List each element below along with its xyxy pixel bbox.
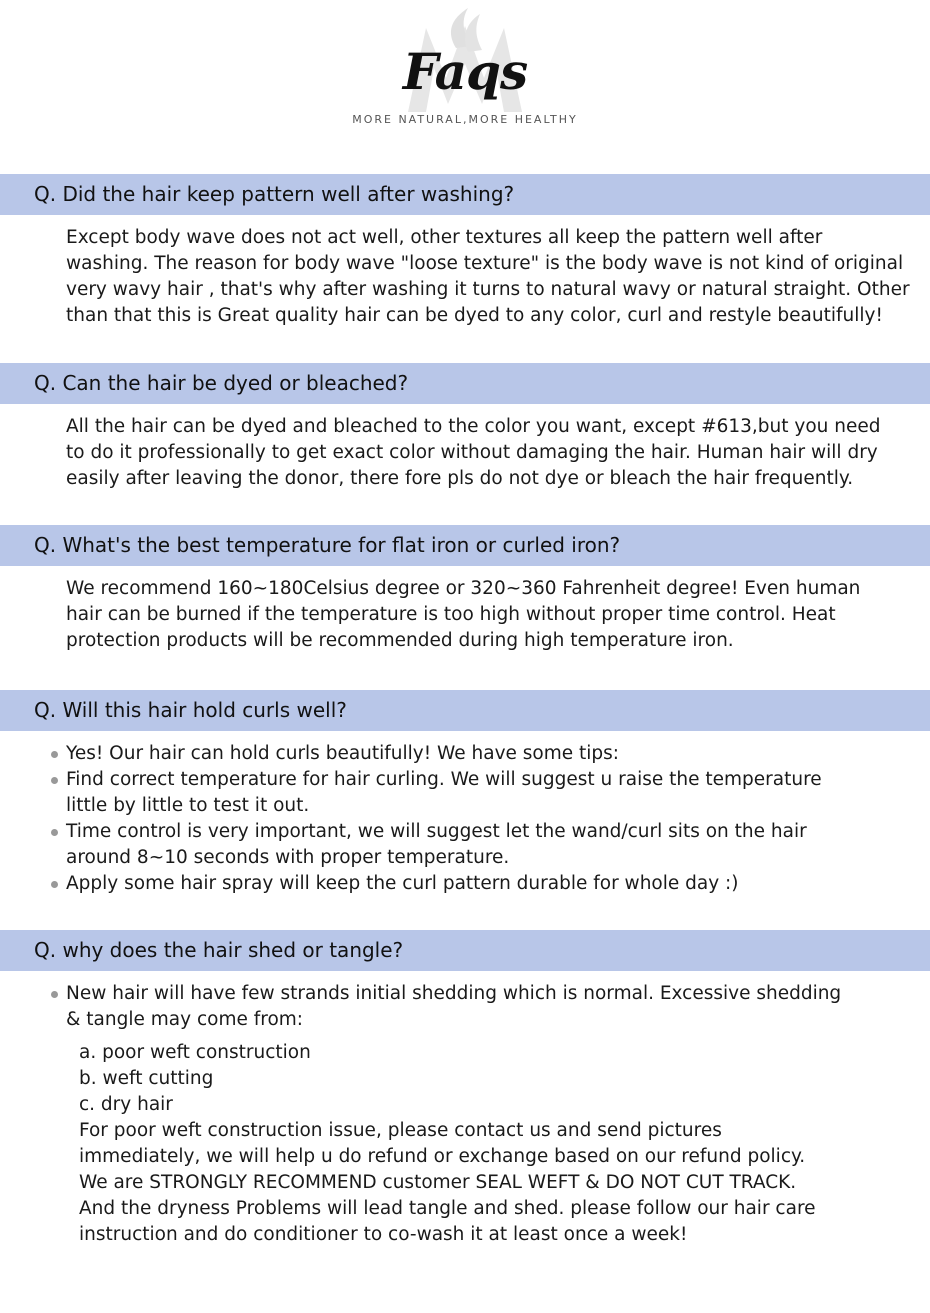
answer-line: All the hair can be dyed and bleached to the color you want, except #613,but you need — [66, 416, 881, 437]
bullet-line: little by little to test it out. — [66, 795, 310, 816]
detail-line: a. poor weft construction — [79, 1042, 311, 1063]
answer-line: protection products will be recommended during high temperature iron. — [66, 630, 734, 651]
bullet-line: Apply some hair spray will keep the curl pattern durable for whole day :) — [66, 873, 739, 894]
bullet-item — [66, 871, 906, 897]
answer-line: very wavy hair , that's why after washing it turns to natural wavy or natural straight. Other — [66, 279, 910, 300]
bullet-line: New hair will have few strands initial shedding which is normal. Excessive shedding — [66, 983, 842, 1004]
bullet-dot-icon — [51, 991, 58, 998]
faq-question-4: Q. Will this hair hold curls well? — [0, 690, 930, 731]
bullet-dot-icon — [51, 751, 58, 758]
faq-question-1: Q. Did the hair keep pattern well after washing? — [0, 174, 930, 215]
bullet-item — [66, 981, 906, 1033]
faq-answer-1 — [66, 225, 910, 329]
brand-tagline: MORE NATURAL,MORE HEALTHY — [352, 113, 578, 126]
page-title: Faqs — [402, 42, 528, 101]
faq-question-3: Q. What's the best temperature for flat iron or curled iron? — [0, 525, 930, 566]
answer-line: to do it professionally to get exact color without damaging the hair. Human hair will dry — [66, 442, 878, 463]
bullet-dot-icon — [51, 881, 58, 888]
faq-question-5: Q. why does the hair shed or tangle? — [0, 930, 930, 971]
header — [0, 0, 930, 140]
bullet-line: Yes! Our hair can hold curls beautifully! We have some tips: — [66, 743, 620, 764]
faq-answer-5-details — [79, 1040, 899, 1248]
detail-line: And the dryness Problems will lead tangle and shed. please follow our hair care — [79, 1198, 816, 1219]
bullet-line: & tangle may come from: — [66, 1009, 304, 1030]
detail-line: immediately, we will help u do refund or exchange based on our refund policy. — [79, 1146, 806, 1167]
detail-line: instruction and do conditioner to co-wash it at least once a week! — [79, 1224, 688, 1245]
bullet-item — [66, 767, 906, 819]
detail-line: We are STRONGLY RECOMMEND customer SEAL WEFT & DO NOT CUT TRACK. — [79, 1172, 797, 1193]
faq-answer-3 — [66, 576, 906, 654]
bullet-line: Time control is very important, we will suggest let the wand/curl sits on the hair — [66, 821, 807, 842]
answer-line: than that this is Great quality hair can be dyed to any color, curl and restyle beautifully! — [66, 305, 883, 326]
answer-line: washing. The reason for body wave "loose texture" is the body wave is not kind of original — [66, 253, 904, 274]
faq-answer-4 — [66, 741, 906, 897]
faq-question-2: Q. Can the hair be dyed or bleached? — [0, 363, 930, 404]
bullet-dot-icon — [51, 777, 58, 784]
bullet-item — [66, 819, 906, 871]
detail-line: c. dry hair — [79, 1094, 173, 1115]
bullet-dot-icon — [51, 829, 58, 836]
answer-line: easily after leaving the donor, there fore pls do not dye or bleach the hair frequently. — [66, 468, 854, 489]
faq-answer-2 — [66, 414, 906, 492]
answer-line: hair can be burned if the temperature is too high without proper time control. Heat — [66, 604, 836, 625]
detail-line: For poor weft construction issue, please contact us and send pictures — [79, 1120, 722, 1141]
faq-answer-5 — [66, 981, 906, 1033]
answer-line: Except body wave does not act well, other textures all keep the pattern well after — [66, 227, 823, 248]
bullet-item — [66, 741, 906, 767]
bullet-line: Find correct temperature for hair curling. We will suggest u raise the temperature — [66, 769, 822, 790]
detail-line: b. weft cutting — [79, 1068, 214, 1089]
bullet-line: around 8~10 seconds with proper temperature. — [66, 847, 510, 868]
answer-line: We recommend 160~180Celsius degree or 320~360 Fahrenheit degree! Even human — [66, 578, 861, 599]
